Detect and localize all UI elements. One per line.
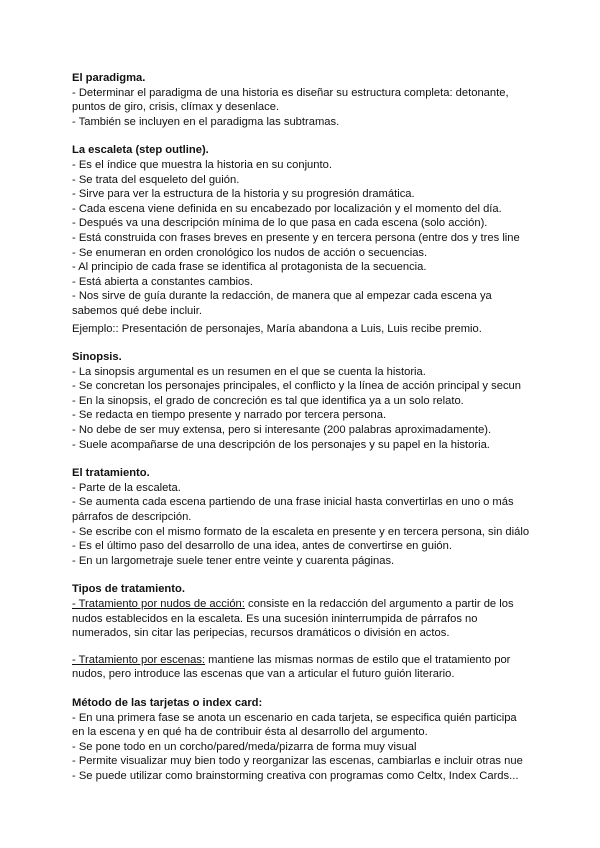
paragraph-line: - No debe de ser muy extensa, pero si interesante (200 palabras aproximadamente). bbox=[72, 424, 492, 437]
paragraph-escenas bbox=[72, 653, 532, 682]
paragraph-line: - Se trata del esqueleto del guión. bbox=[72, 173, 240, 186]
paragraph-line: - Suele acompañarse de una descripción de los personajes y su papel en la historia. bbox=[72, 438, 490, 451]
paragraph-line: - Cada escena viene definida en su encabezado por localización y el momento del día. bbox=[72, 202, 502, 215]
paragraph-line: - Sirve para ver la estructura de la historia y su progresión dramática. bbox=[72, 188, 415, 201]
section-tratamiento bbox=[72, 466, 532, 568]
paragraph-line: - Nos sirve de guía durante la redacción, de manera que al empezar cada escena ya sabemos qué debe incluir. bbox=[72, 290, 492, 317]
paragraph-line: - Al principio de cada frase se identifica al protagonista de la secuencia. bbox=[72, 261, 427, 274]
section-tarjetas bbox=[72, 696, 532, 784]
paragraph-line: - Se puede utilizar como brainstorming creativa con programas como Celtx, Index Cards... bbox=[72, 769, 519, 782]
section-title-tratamiento: El tratamiento. bbox=[72, 467, 150, 480]
paragraph-line: - Se enumeran en orden cronológico los nudos de acción o secuencias. bbox=[72, 246, 428, 259]
paragraph-line: - Es el índice que muestra la historia en su conjunto. bbox=[72, 158, 332, 171]
document-page bbox=[72, 71, 532, 798]
paragraph-nudos bbox=[72, 597, 532, 641]
section-paradigma bbox=[72, 71, 532, 129]
paragraph-line: - Después va una descripción mínima de lo que pasa en cada escena (solo acción). bbox=[72, 217, 488, 230]
paragraph-line: - Está abierta a constantes cambios. bbox=[72, 275, 253, 288]
nudos-label: - Tratamiento por nudos de acción: bbox=[72, 598, 245, 610]
paragraph-line: - En un largometraje suele tener entre veinte y cuarenta páginas. bbox=[72, 554, 395, 567]
paragraph-line: - Es el último paso del desarrollo de una idea, antes de convertirse en guión. bbox=[72, 540, 452, 553]
paragraph-line: - Se aumenta cada escena partiendo de una frase inicial hasta convertirlas en uno o más párrafos de descripción. bbox=[72, 496, 514, 524]
section-title-escaleta: La escaleta (step outline). bbox=[72, 144, 209, 157]
section-tipos bbox=[72, 582, 532, 682]
paragraph-line: - Parte de la escaleta. bbox=[72, 481, 181, 494]
escenas-label: - Tratamiento por escenas: bbox=[72, 653, 206, 666]
paragraph-line: - También se incluyen en el paradigma las subtramas. bbox=[72, 115, 340, 128]
paragraph-line: - Se redacta en tiempo presente y narrado por tercera persona. bbox=[72, 409, 387, 422]
section-title-tarjetas: Método de las tarjetas o index card: bbox=[72, 696, 263, 709]
escenas-text: mantiene las mismas normas de estilo que el tratamiento por nudos, pero introduce las escenas que van a articular el futuro guión literario. bbox=[72, 653, 511, 681]
section-title-paradigma: El paradigma. bbox=[72, 72, 146, 84]
section-escaleta bbox=[72, 143, 532, 336]
paragraph-line: - Permite visualizar muy bien todo y reorganizar las escenas, cambiarlas e incluir otras nue bbox=[72, 755, 523, 768]
paragraph-line: - En la sinopsis, el grado de concreción es tal que identifica ya a un solo relato. bbox=[72, 394, 464, 407]
section-title-tipos: Tipos de tratamiento. bbox=[72, 583, 185, 596]
paragraph-line: - La sinopsis argumental es un resumen en el que se cuenta la historia. bbox=[72, 365, 426, 378]
paragraph-line: - Está construida con frases breves en presente y en tercera persona (entre dos y tres line bbox=[72, 231, 520, 244]
paragraph-line: - Se escribe con el mismo formato de la escaleta en presente y en tercera persona, sin diálo bbox=[72, 525, 530, 538]
example-line: Ejemplo:: Presentación de personajes, María abandona a Luis, Luis recibe premio. bbox=[72, 322, 482, 335]
section-title-sinopsis: Sinopsis. bbox=[72, 351, 122, 364]
paragraph-line: - Determinar el paradigma de una historia es diseñar su estructura completa: detonante, puntos de giro, crisis, clímax y desenlace. bbox=[72, 86, 509, 114]
nudos-text: consiste en la redacción del argumento a partir de los nudos establecidos en la escaleta. Es una sucesión ininterrumpida de párrafos no numerados, sin citar las peripecias, recursos dramáticos o división en actos. bbox=[72, 598, 514, 640]
paragraph-line: - En una primera fase se anota un escenario en cada tarjeta, se especifica quién participa en la escena y en qué ha de contribuir ésta al desarrollo del argumento. bbox=[72, 711, 517, 739]
paragraph-line: - Se concretan los personajes principales, el conflicto y la línea de acción principal y secun bbox=[72, 380, 521, 393]
section-sinopsis bbox=[72, 350, 532, 452]
paragraph-line: - Se pone todo en un corcho/pared/meda/pizarra de forma muy visual bbox=[72, 740, 417, 753]
